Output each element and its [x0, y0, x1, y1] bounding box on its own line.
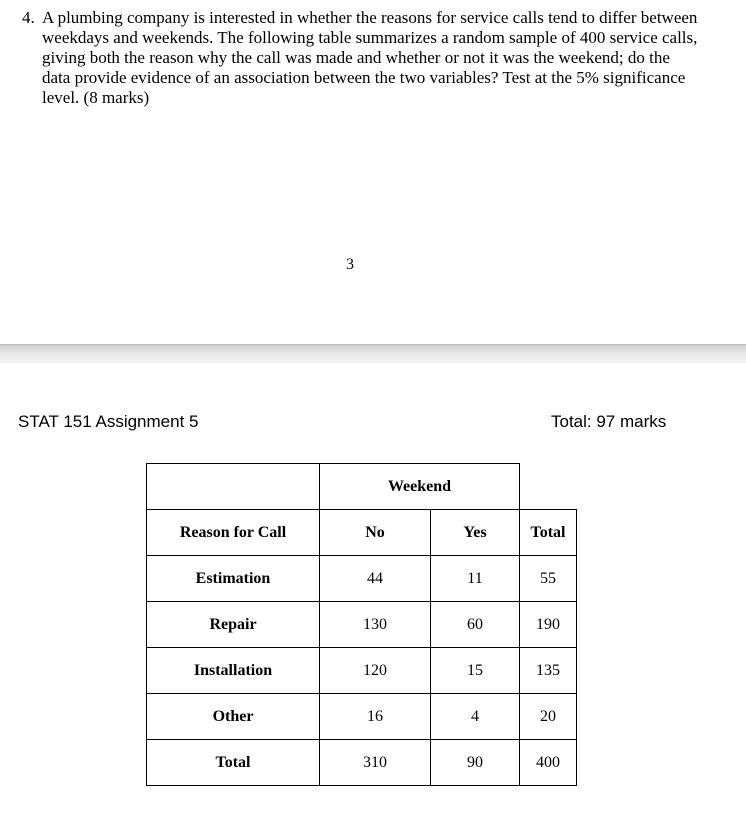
- table-blank-cell: [147, 464, 320, 510]
- table-cell: 135: [520, 648, 577, 694]
- row-label: Repair: [147, 602, 320, 648]
- table-cell: 16: [320, 694, 431, 740]
- table-cell: 190: [520, 602, 577, 648]
- table-cell: 400: [520, 740, 577, 786]
- table-cell: 15: [431, 648, 520, 694]
- row-label: Total: [147, 740, 320, 786]
- column-header: Yes: [431, 510, 520, 556]
- table-cell: 44: [320, 556, 431, 602]
- table-cell: 310: [320, 740, 431, 786]
- total-marks: Total: 97 marks: [551, 412, 667, 431]
- question-text: A plumbing company is interested in whether the reasons for service calls tend to differ between weekdays and weekends. The following table summarizes a random sample of 400 service calls, giving both the reason why the call was made and whether or not it was the weekend; do the data provide evidence of an association between the two variables? Test at the 5% significance level. (8 marks): [42, 8, 698, 107]
- assignment-title: STAT 151 Assignment 5: [18, 412, 199, 431]
- question-number: 4.: [22, 8, 35, 27]
- table-cell: 130: [320, 602, 431, 648]
- table-header-row: [147, 510, 577, 556]
- row-label: Estimation: [147, 556, 320, 602]
- table-row: [147, 694, 577, 740]
- table-row: [147, 648, 577, 694]
- table-cell: 90: [431, 740, 520, 786]
- table-row: [147, 602, 577, 648]
- table-cell: 120: [320, 648, 431, 694]
- row-label: Installation: [147, 648, 320, 694]
- column-header: Reason for Call: [147, 510, 320, 556]
- question-4: [22, 8, 702, 108]
- weekend-group-header: Weekend: [320, 464, 520, 510]
- table-group-header-row: [147, 464, 577, 510]
- column-header: No: [320, 510, 431, 556]
- table-row: [147, 556, 577, 602]
- row-label: Other: [147, 694, 320, 740]
- table-row: [147, 740, 577, 786]
- page-number: 3: [346, 256, 354, 273]
- table-cell: 55: [520, 556, 577, 602]
- table-cell: 4: [431, 694, 520, 740]
- table-cell: 11: [431, 556, 520, 602]
- table-blank-cell: [520, 464, 577, 510]
- table-cell: 20: [520, 694, 577, 740]
- column-header: Total: [520, 510, 577, 556]
- page-separator: [0, 344, 746, 363]
- table-cell: 60: [431, 602, 520, 648]
- contingency-table: [146, 463, 577, 786]
